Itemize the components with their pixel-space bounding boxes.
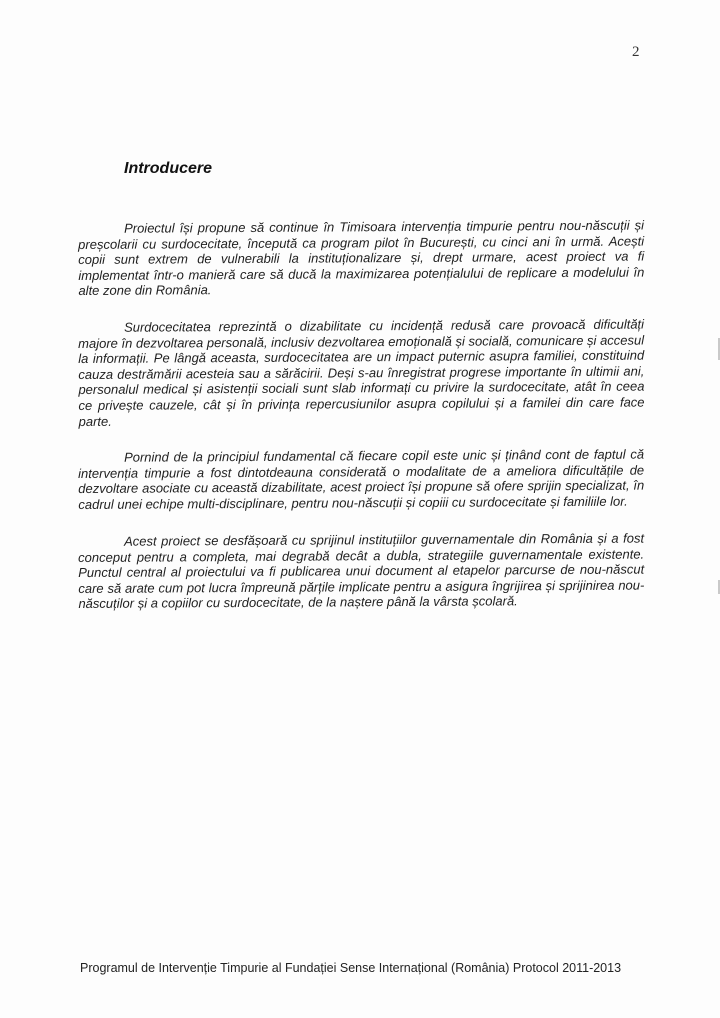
body-text: [78, 217, 645, 632]
page-number: 2: [632, 44, 640, 60]
paragraph-3: Pornind de la principiul fundamental că fiecare copil este unic și ținând cont de faptul că intervenția timpurie a fost dintotdeauna considerată o modalitate de a ameliora dificultățile de dezvoltare asociate cu această dizabilitate, acest proiect își propune să ofere sprijin specializat, în cadrul unei echipe multi-disciplinare, pentru nou-născuții și copiii cu surdocecitate și familiile lor.: [78, 446, 645, 512]
paragraph-4: Acest proiect se desfășoară cu sprijinul instituțiilor guvernamentale din România și a fost conceput pentru a completa, mai degrabă decât a dubla, strategiile guvernamentale existente. Punctul central al proiectului va fi publicarea unui document al etapelor parcurse de nou-născut care să arate cum pot lucra împreună părțile implicate pentru a asigura îngrijirea și sprijinirea nou-născuților și a copiilor cu surdocecitate, de la naștere până la vârsta școlară.: [78, 530, 645, 611]
paragraph-2: Surdocecitatea reprezintă o dizabilitate cu incidență redusă care provoacă dificultăți majore în dezvoltarea personală, inclusiv dezvoltarea emoțională și socială, comunicare și accesul la informații. Pe lângă aceasta, surdocecitatea are un impact puternic asupra familiei, constituind cauza destrămării acesteia sau a sărăcirii. Deși s-au înregistrat progrese importante în ultimii ani, personalul medical și asistenții sociali sunt slab informați cu privire la surdocecitate, atât în ceea ce privește cauzele, cât și în privința repercusiunilor asupra copilului și a familei din care face parte.: [78, 316, 645, 429]
page-footer: Programul de Intervenție Timpurie al Fundației Sense Internațional (România) Protocol 2011-2013: [80, 961, 622, 975]
section-title: Introducere: [124, 160, 213, 177]
paragraph-1: Proiectul își propune să continue în Timisoara intervenția timpurie pentru nou-născuții și preșcolarii cu surdocecitate, începută ca program pilot în București, cu cinci ani în urmă. Acești copii sunt extrem de vulnerabili la instituționalizare și, drept urmare, acest proiect va fi implementat într-o manieră care să ducă la maximizarea potențialului de replicare a modelului în alte zone din România.: [78, 217, 645, 299]
